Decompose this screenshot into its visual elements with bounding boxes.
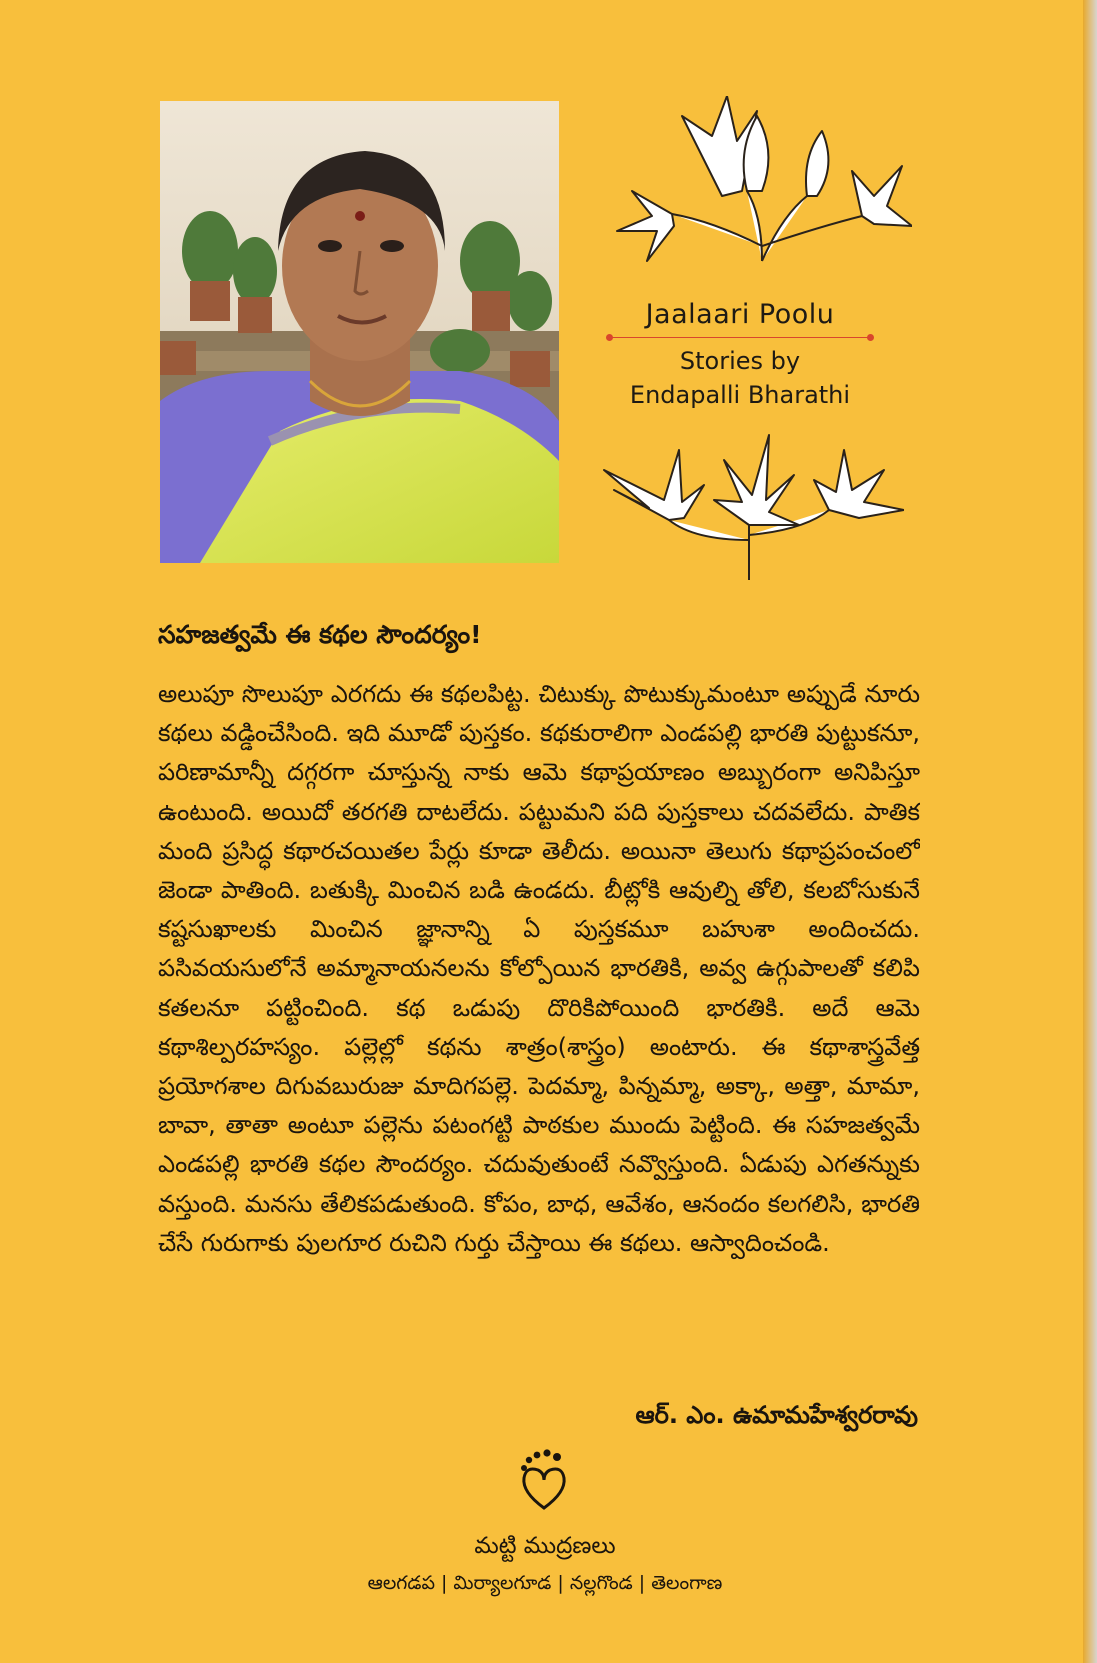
publisher-name: మట్టి ముద్రణలు bbox=[474, 1533, 616, 1559]
book-title: Jaalaari Poolu bbox=[645, 299, 835, 330]
book-author: Endapalli Bharathi bbox=[629, 381, 851, 409]
author-photo bbox=[160, 101, 559, 563]
publisher-places: ఆలగడప | మిర్యాలగూడ | నల్లగొండ | తెలంగాణ bbox=[367, 1572, 723, 1594]
book-subtitle: Stories by bbox=[679, 347, 801, 375]
blurb-body: అలుపూ సొలుపూ ఎరగదు ఈ కథలపిట్ట. చిటుక్కు పొటుక్కుమంటూ అప్పుడే నూరు కథలు వడ్డించేసింది. ఇది మూడో పుస్తకం. కథకురాలిగా ఎండపల్లి భారతి పుట్టుకనూ, పరిణామాన్నీ దగ్గరగా చూస్తున్న నాకు ఆమె కథాప్రయాణం అబ్బురంగా అనిపిస్తూ ఉంటుంది. అయిదో తరగతి దాటలేదు. పట్టుమని పది పుస్తకాలు చదవలేదు. పాతిక మంది ప్రసిద్ధ కథారచయితల పేర్లు కూడా తెలీదు. అయినా తెలుగు కథాప్రపంచంలో జెండా పాతింది. బతుక్కి మించిన బడి ఉండదు. బీట్లోకి ఆవుల్ని తోలి, కలబోసుకునే కష్టసుఖాలకు మించిన జ్ఞానాన్ని ఏ పుస్తకమూ బహుశా అందించదు. పసివయసులోనే అమ్మానాయనలను కోల్పోయిన భారతికి, అవ్వ ఉగ్గుపాలతో కలిపి కతలనూ పట్టించింది. కథ ఒడుపు దొరికిపోయింది భారతికి. అదే ఆమె కథాశిల్పరహస్యం. పల్లెల్లో కథను శాత్రం(శాస్త్రం) అంటారు. ఈ కథాశాస్త్రవేత్త ప్రయోగశాల దిగువబురుజు మాదిగపల్లె. పెదమ్మా, పిన్నమ్మా, అక్కా, అత్తా, మామా, బావా, తాతా అంటూ పల్లెను పటంగట్టి పాఠకుల ముందు పెట్టింది. ఈ సహజత్వమే ఎండపల్లి భారతి కథల సౌందర్యం. చదువుతుంటే నవ్వొస్తుంది. ఏడుపు ఎగతన్నుకు వస్తుంది. మనసు తేలికపడుతుంది. కోపం, బాధ, ఆవేశం, ఆనందం కలగలిసి, భారతి చేసే గురుగాకు పులగూర రుచిని గుర్తు చేస్తాయి ఈ కథలు. ఆస్వాదించండి. bbox=[158, 680, 920, 1257]
flower-branch-icon bbox=[612, 96, 912, 276]
cover-edge bbox=[1083, 0, 1097, 1663]
title-divider bbox=[608, 332, 872, 344]
lily-cluster-icon bbox=[574, 430, 904, 580]
blurb-headline: సహజత్వమే ఈ కథల సౌందర్యం! bbox=[158, 620, 482, 649]
footprint-heart-icon bbox=[512, 1448, 576, 1512]
book-title-block bbox=[600, 298, 880, 412]
blurb-signature: ఆర్. ఎం. ఉమామహేశ్వరరావు bbox=[635, 1401, 918, 1429]
